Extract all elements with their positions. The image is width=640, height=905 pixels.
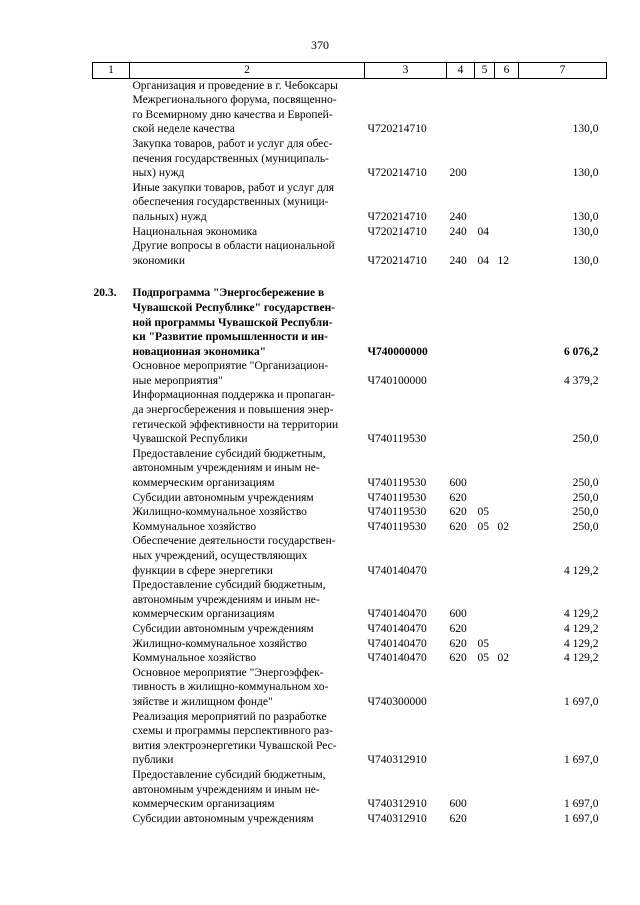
row-name [130,388,365,446]
target-article-code: Ч740100000 [367,374,427,387]
row-name-line: Субсидии автономным учреждениям [132,622,314,635]
expense-type-code: 620 [449,491,467,504]
section-code [475,447,495,491]
row-number [93,225,130,240]
section-code [475,286,495,359]
header-col-5: 5 [475,63,495,79]
row-name-line: Жилищно-коммунальное хозяйство [132,637,307,650]
table-row [93,710,607,768]
subsection-code [495,388,519,446]
row-number [93,447,130,491]
expense-type-code: 620 [449,652,467,665]
header-col-6: 6 [495,63,519,79]
amount: 130,0 [572,254,599,267]
table-row [93,534,607,578]
table-row [93,359,607,388]
header-col-3: 3 [365,63,447,79]
row-number [93,812,130,827]
row-name [130,225,365,240]
section-code [475,78,495,137]
row-number [93,388,130,446]
section-code [475,181,495,225]
section-code [475,534,495,578]
page-number: 370 [311,38,329,52]
table-row [93,768,607,812]
row-number [93,181,130,225]
row-name-line: Предоставление субсидий бюджетным, [132,579,326,592]
row-name [130,78,365,137]
subsection-code [495,666,519,710]
amount: 1 697,0 [564,798,599,811]
subsection-code [495,578,519,622]
row-name-line: Иные закупки товаров, работ и услуг для [132,181,334,194]
subsection-code: 12 [497,254,509,267]
subsection-code [495,491,519,506]
section-code [475,666,495,710]
table-row [93,622,607,637]
section-code: 04 [477,225,489,238]
amount: 250,0 [572,520,599,533]
target-article-code: Ч720214710 [367,225,427,238]
row-name-line: Национальная экономика [132,225,258,238]
target-article-code: Ч740119530 [367,506,427,519]
expense-type-code [447,286,475,359]
row-number [93,534,130,578]
row-number [93,520,130,535]
spacer-row [93,268,607,286]
section-code: 05 [477,652,489,665]
row-name [130,812,365,827]
row-number [93,666,130,710]
budget-table [92,62,607,826]
expense-type-code [447,359,475,388]
amount: 4 129,2 [564,652,599,665]
row-name-line: автономным учреждениям и иным не- [132,462,320,475]
row-number [93,359,130,388]
amount: 4 379,2 [564,374,599,387]
subsection-code [495,181,519,225]
row-name [130,578,365,622]
amount: 1 697,0 [564,695,599,708]
section-code [475,491,495,506]
amount: 6 076,2 [564,345,599,358]
row-name-line: автономным учреждениям и иным не- [132,783,320,796]
target-article-code: Ч740000000 [367,345,428,358]
row-name [130,505,365,520]
subsection-code [495,622,519,637]
expense-type-code [447,78,475,137]
expense-type-code: 240 [449,210,467,223]
section-code [475,710,495,768]
subsection-code [495,225,519,240]
row-name-line: Коммунальное хозяйство [132,520,257,533]
row-name [130,534,365,578]
row-name-line: зяйстве и жилищном фонде" [132,695,273,708]
table-row [93,181,607,225]
table-row [93,447,607,491]
expense-type-code [447,710,475,768]
subsection-code [495,637,519,652]
table-row [93,137,607,181]
row-name-line: гетической эффективности на территории [132,418,339,431]
subsection-code [495,78,519,137]
row-name-line: ные мероприятия" [132,374,223,387]
row-name-line: функции в сфере энергетики [132,564,273,577]
row-name [130,181,365,225]
target-article-code: Ч740140470 [367,564,427,577]
row-name-line: Субсидии автономным учреждениям [132,812,314,825]
row-name [130,622,365,637]
expense-type-code: 600 [449,798,467,811]
target-article-code: Ч740312910 [367,812,427,825]
row-name [130,137,365,181]
target-article-code: Ч740119530 [367,491,427,504]
row-name-line: го Всемирному дню качества и Европей- [132,108,333,121]
row-number [93,78,130,137]
row-name [130,491,365,506]
row-name-line: печения государственных (муниципаль- [132,152,329,165]
table-row [93,637,607,652]
row-name-line: Закупка товаров, работ и услуг для обес- [132,137,333,150]
section-code [475,622,495,637]
target-article-code: Ч740300000 [367,695,427,708]
row-name-line: коммерческим организациям [132,608,275,621]
amount: 250,0 [572,506,599,519]
subsection-code [495,812,519,827]
table-row [93,578,607,622]
expense-type-code: 620 [449,622,467,635]
table-row [93,666,607,710]
row-name-line: ки "Развитие промышленности и ин- [132,331,328,344]
subsection-code [495,137,519,181]
amount: 130,0 [572,123,599,136]
target-article-code: Ч740140470 [367,608,427,621]
row-number [93,637,130,652]
target-article-code: Ч740119530 [367,477,427,490]
row-name [130,447,365,491]
row-name-line: новационная экономика" [132,345,267,358]
row-name-line: коммерческим организациям [132,798,275,811]
row-number [93,622,130,637]
table-row [93,520,607,535]
expense-type-code: 240 [449,254,467,267]
amount: 4 129,2 [564,622,599,635]
row-name [130,359,365,388]
row-name-line: Информационная поддержка и пропаган- [132,389,335,402]
row-name-line: Межрегионального форума, посвященно- [132,94,337,107]
amount: 250,0 [572,433,599,446]
table-row [93,505,607,520]
table-body [93,78,607,826]
subsection-code [495,534,519,578]
amount: 130,0 [572,167,599,180]
row-name-line: Организация и проведение в г. Чебоксары [132,79,338,92]
row-name [130,768,365,812]
row-number [93,710,130,768]
table-row [93,388,607,446]
row-number [93,491,130,506]
header-col-2: 2 [130,63,365,79]
row-name-line: Реализация мероприятий по разработке [132,710,327,723]
row-name-line: Коммунальное хозяйство [132,652,257,665]
section-code [475,768,495,812]
row-name-line: Субсидии автономным учреждениям [132,491,314,504]
expense-type-code: 200 [449,167,467,180]
table-row [93,225,607,240]
row-name [130,666,365,710]
row-name-line: коммерческим организациям [132,477,275,490]
row-name-line: тивность в жилищно-коммунальном хо- [132,681,329,694]
amount: 130,0 [572,210,599,223]
row-name-line: Основное мероприятие "Организацион- [132,360,329,373]
subsection-code [495,710,519,768]
amount: 4 129,2 [564,564,599,577]
subsection-code [495,768,519,812]
row-name-line: экономики [132,254,186,267]
row-name-line: Другие вопросы в области национальной [132,240,335,253]
table-row [93,286,607,359]
table-row [93,491,607,506]
row-number [93,239,130,268]
row-name-line: пальных) нужд [132,210,207,223]
row-name-line: Подпрограмма "Энергосбережение в [132,287,325,300]
row-name-line: ной программы Чувашской Республи- [132,316,333,329]
row-name [130,637,365,652]
subsection-code: 02 [497,652,509,665]
header-col-1: 1 [93,63,130,79]
table-row [93,78,607,137]
row-name-line: Чувашской Республике" государствен- [132,301,336,314]
target-article-code: Ч720214710 [367,254,427,267]
expense-type-code [447,388,475,446]
row-name-line: вития электроэнергетики Чувашской Рес- [132,739,337,752]
expense-type-code [447,534,475,578]
amount: 250,0 [572,477,599,490]
row-name-line: Предоставление субсидий бюджетным, [132,768,326,781]
row-name-line: ных) нужд [132,167,185,180]
section-code [475,578,495,622]
row-name-line: публики [132,754,174,767]
row-name-line: да энергосбережения и повышения энер- [132,404,334,417]
target-article-code: Ч720214710 [367,123,427,136]
section-code: 05 [477,520,489,533]
section-code [475,812,495,827]
amount: 130,0 [572,225,599,238]
table-row [93,812,607,827]
section-code: 05 [477,637,489,650]
amount: 4 129,2 [564,637,599,650]
section-code: 05 [477,506,489,519]
target-article-code: Ч740312910 [367,798,427,811]
row-name-line: автономным учреждениям и иным не- [132,593,320,606]
amount: 1 697,0 [564,812,599,825]
row-number [93,651,130,666]
expense-type-code: 600 [449,477,467,490]
row-name-line: обеспечения государственных (муници- [132,196,329,209]
budget-table-container [92,62,606,826]
row-name [130,710,365,768]
subsection-code [495,505,519,520]
expense-type-code: 620 [449,506,467,519]
row-number [93,578,130,622]
section-code: 04 [477,254,489,267]
target-article-code: Ч740140470 [367,637,427,650]
row-name-line: ской неделе качества [132,123,235,136]
row-number: 20.3. [93,287,117,300]
target-article-code: Ч740140470 [367,622,427,635]
row-name-line: Обеспечение деятельности государствен- [132,535,336,548]
row-name-line: Предоставление субсидий бюджетным, [132,447,326,460]
row-number [93,768,130,812]
table-row [93,651,607,666]
row-name-line: Жилищно-коммунальное хозяйство [132,506,307,519]
expense-type-code [447,666,475,710]
amount: 250,0 [572,491,599,504]
amount: 1 697,0 [564,754,599,767]
target-article-code: Ч740119530 [367,433,427,446]
expense-type-code: 600 [449,608,467,621]
row-number [93,505,130,520]
subsection-code [495,447,519,491]
column-number-header [93,63,607,79]
row-name-line: схемы и программы перспективного раз- [132,725,333,738]
row-name-line: Основное мероприятие "Энергоэффек- [132,666,324,679]
expense-type-code: 240 [449,225,467,238]
expense-type-code: 620 [449,812,467,825]
row-name-line: ных учреждений, осуществляющих [132,550,308,562]
target-article-code: Ч740140470 [367,652,427,665]
row-name [130,286,365,359]
row-name [130,651,365,666]
target-article-code: Ч740312910 [367,754,427,767]
header-col-7: 7 [519,63,607,79]
table-row [93,239,607,268]
row-name [130,239,365,268]
target-article-code: Ч720214710 [367,167,427,180]
row-name [130,520,365,535]
subsection-code: 02 [497,520,509,533]
section-code [475,137,495,181]
target-article-code: Ч740119530 [367,520,427,533]
expense-type-code: 620 [449,520,467,533]
section-code [475,359,495,388]
target-article-code: Ч720214710 [367,210,427,223]
section-code [475,388,495,446]
subsection-code [495,286,519,359]
header-col-4: 4 [447,63,475,79]
amount: 4 129,2 [564,608,599,621]
spacer-cell [93,268,607,286]
row-number [93,137,130,181]
expense-type-code: 620 [449,637,467,650]
row-name-line: Чувашской Республики [132,433,248,446]
subsection-code [495,359,519,388]
